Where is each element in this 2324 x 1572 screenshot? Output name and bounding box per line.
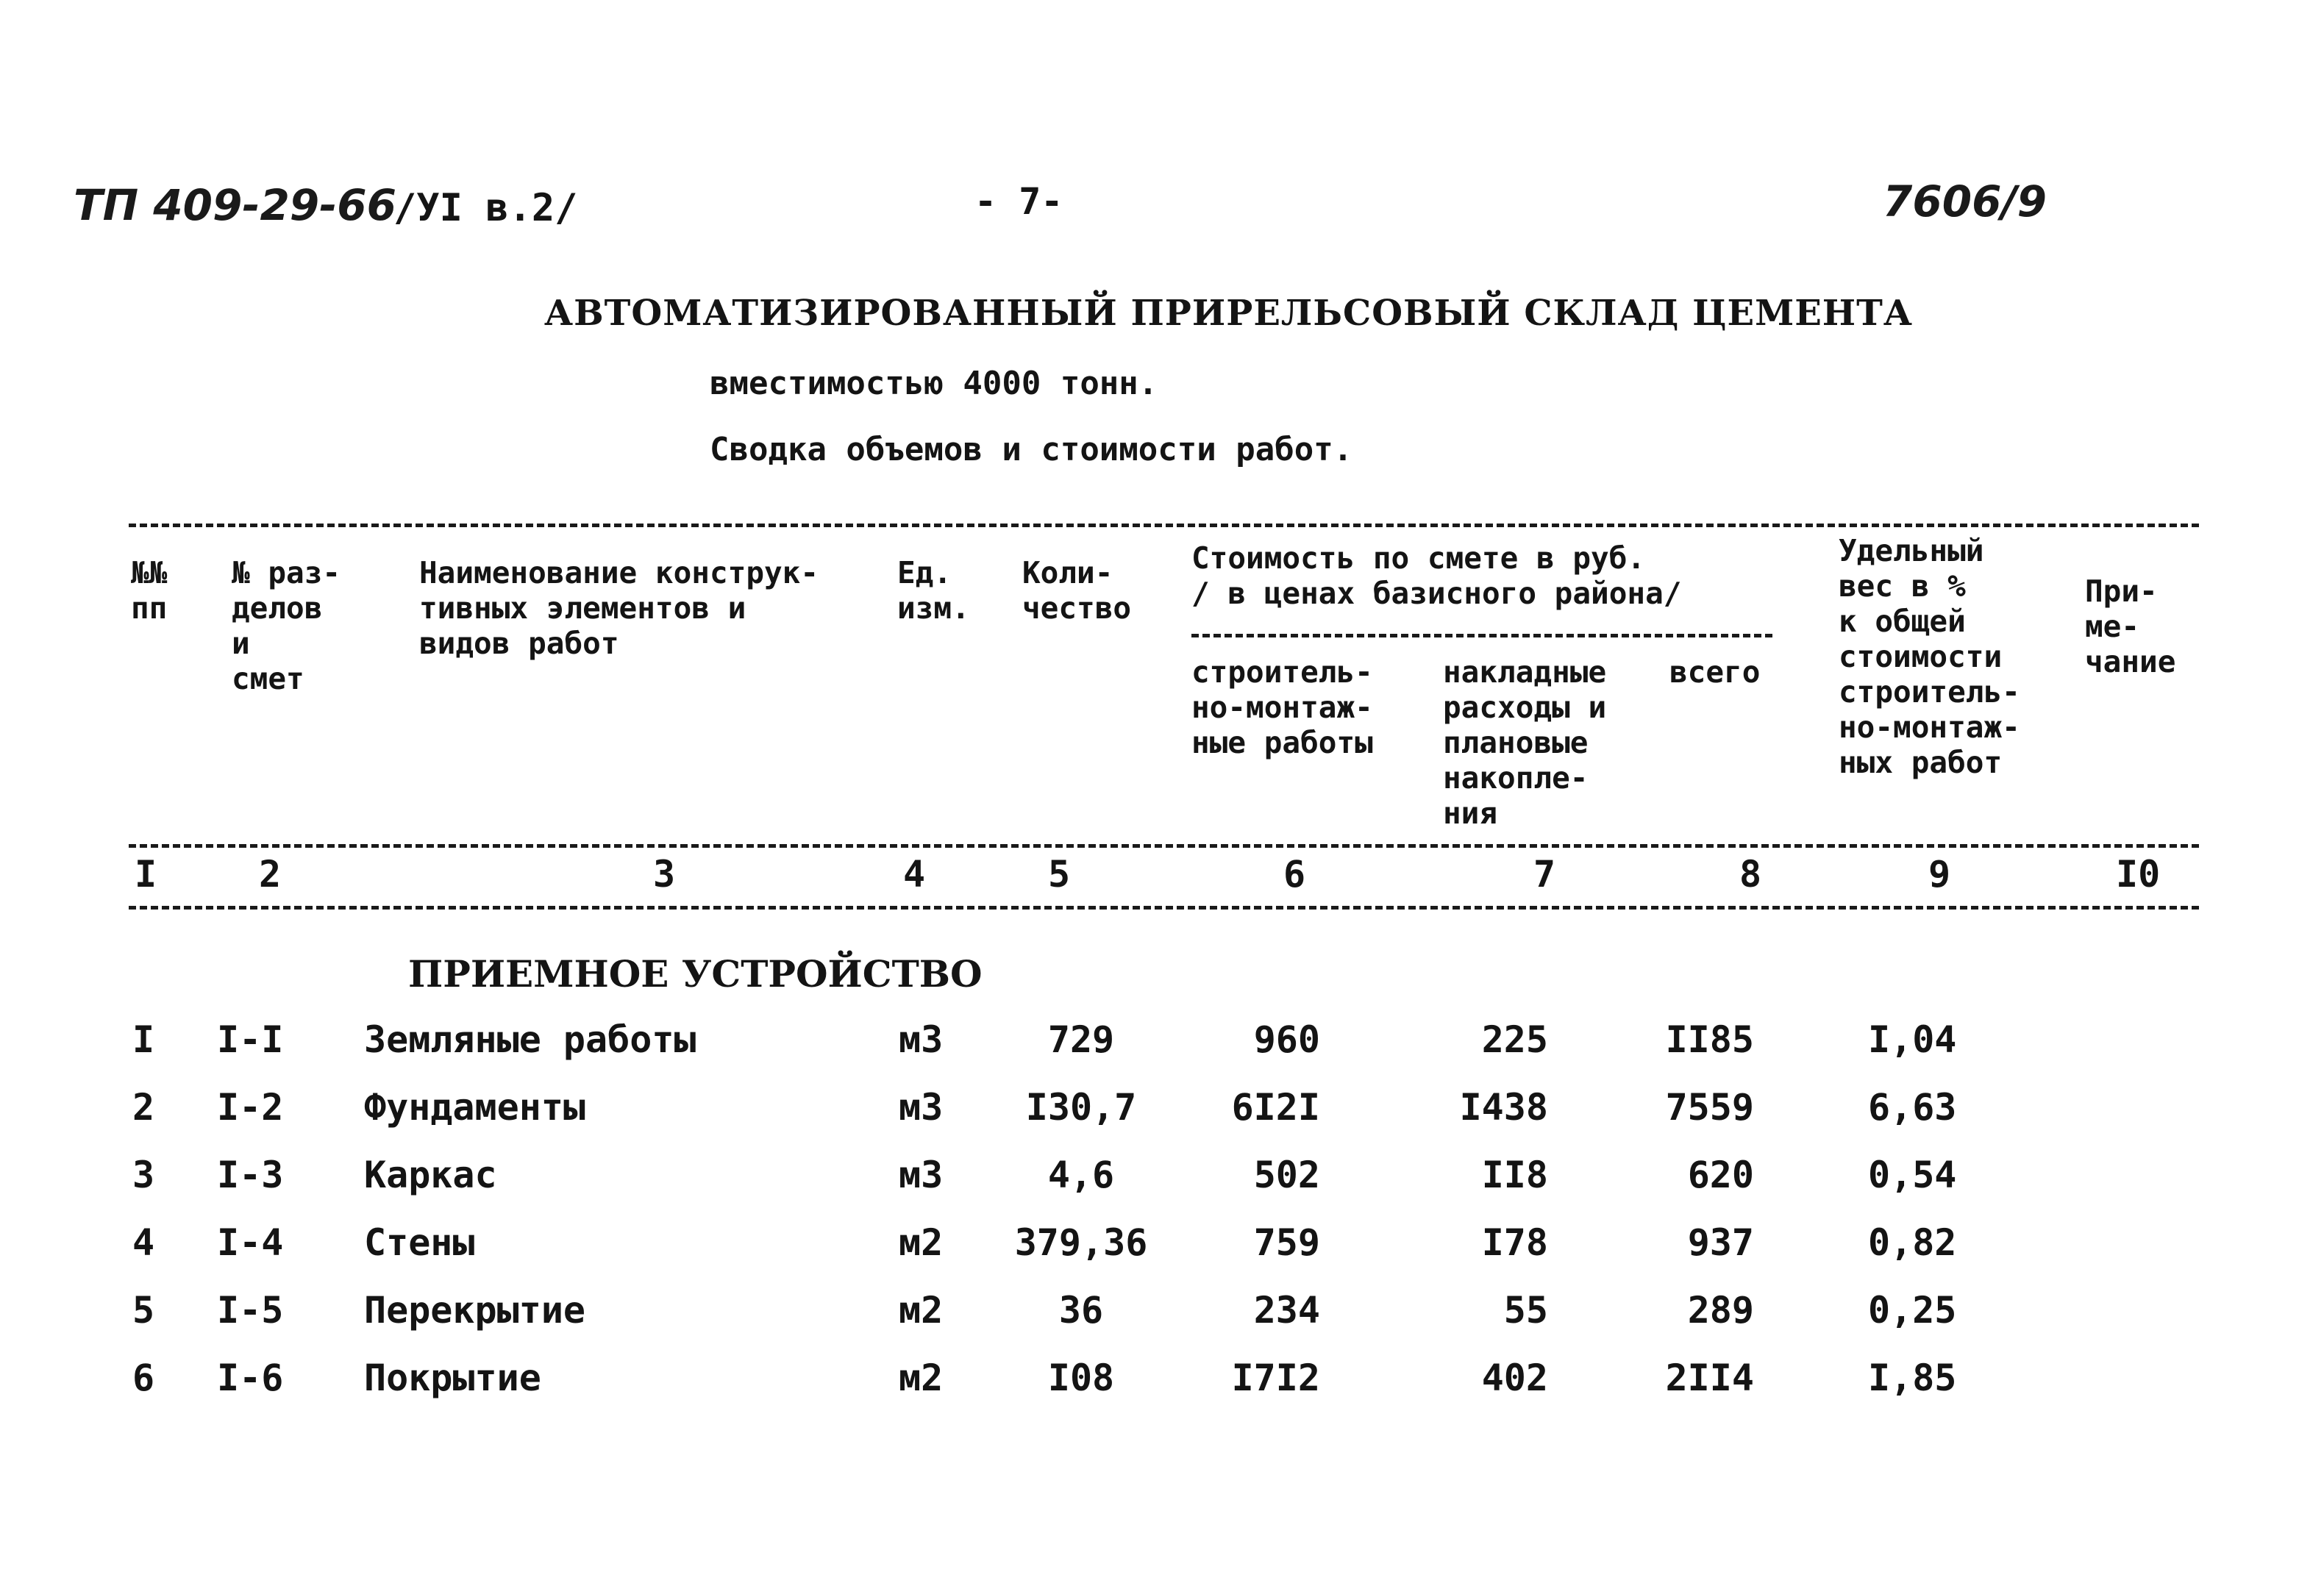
row-number: 5 xyxy=(132,1289,155,1332)
row-section: I-6 xyxy=(217,1357,284,1399)
column-number: I xyxy=(135,853,157,896)
row-share: 6,63 xyxy=(1868,1086,1957,1129)
row-number: 4 xyxy=(132,1221,155,1264)
column-number: 6 xyxy=(1283,853,1306,896)
row-section: I-5 xyxy=(217,1289,284,1332)
document-summary-title: Сводка объемов и стоимости работ. xyxy=(710,431,1353,468)
row-total: II85 xyxy=(1665,1018,1754,1061)
header-col-overhead: накладные расходы и плановые накопле- ния xyxy=(1443,654,1607,831)
row-construction-cost: 960 xyxy=(1253,1018,1320,1061)
row-section: I-I xyxy=(217,1018,284,1061)
row-name: Покрытие xyxy=(364,1357,541,1399)
row-total: 2II4 xyxy=(1665,1357,1754,1399)
row-unit: м3 xyxy=(899,1018,944,1061)
row-total: 937 xyxy=(1687,1221,1754,1264)
row-share: 0,25 xyxy=(1868,1289,1957,1332)
row-unit: м3 xyxy=(899,1086,944,1129)
document-code-handwritten: ТП 409-29-66 xyxy=(74,180,396,230)
column-number: 2 xyxy=(259,853,282,896)
row-section: I-3 xyxy=(217,1154,284,1196)
header-col-name: Наименование конструк- тивных элементов и видов работ xyxy=(419,555,819,661)
row-quantity: 379,36 xyxy=(1014,1221,1148,1264)
row-unit: м2 xyxy=(899,1221,944,1264)
row-share: I,04 xyxy=(1868,1018,1957,1061)
row-overhead: I438 xyxy=(1459,1086,1548,1129)
header-col-construction-cost: строитель- но-монтаж- ные работы xyxy=(1191,654,1373,760)
header-cost-group: Стоимость по смете в руб. / в ценах базисного района/ xyxy=(1191,540,1682,611)
row-number: 2 xyxy=(132,1086,155,1129)
cost-group-rule xyxy=(1191,634,1772,637)
row-total: 7559 xyxy=(1665,1086,1754,1129)
row-quantity: 36 xyxy=(1058,1289,1104,1332)
row-quantity: I08 xyxy=(1047,1357,1115,1399)
header-col-number: №№ пп xyxy=(131,555,168,626)
header-col-section: № раз- делов и смет xyxy=(232,555,341,696)
column-number: 5 xyxy=(1048,853,1071,896)
table-top-rule xyxy=(129,524,2199,527)
row-name: Фундаменты xyxy=(364,1086,586,1129)
row-overhead: 225 xyxy=(1481,1018,1548,1061)
row-construction-cost: 234 xyxy=(1253,1289,1320,1332)
column-numbers-top-rule xyxy=(129,844,2199,848)
row-share: 0,54 xyxy=(1868,1154,1957,1196)
row-construction-cost: 502 xyxy=(1253,1154,1320,1196)
header-col-note: При- ме- чание xyxy=(2085,574,2176,679)
row-section: I-4 xyxy=(217,1221,284,1264)
row-share: 0,82 xyxy=(1868,1221,1957,1264)
row-number: I xyxy=(132,1018,155,1061)
section-title: ПРИЕМНОЕ УСТРОЙСТВО xyxy=(408,952,983,996)
document-title: АВТОМАТИЗИРОВАННЫЙ ПРИРЕЛЬСОВЫЙ СКЛАД ЦЕМЕНТА xyxy=(544,293,1913,334)
row-total: 289 xyxy=(1687,1289,1754,1332)
row-quantity: 4,6 xyxy=(1047,1154,1115,1196)
row-name: Каркас xyxy=(364,1154,497,1196)
page-number: - 7- xyxy=(974,180,1063,223)
row-construction-cost: 759 xyxy=(1253,1221,1320,1264)
row-total: 620 xyxy=(1687,1154,1754,1196)
row-overhead: 402 xyxy=(1481,1357,1548,1399)
column-number: 9 xyxy=(1928,853,1951,896)
column-number: 4 xyxy=(903,853,926,896)
row-name: Земляные работы xyxy=(364,1018,696,1061)
row-overhead: I78 xyxy=(1481,1221,1548,1264)
column-number: 3 xyxy=(653,853,676,896)
header-col-total: всего xyxy=(1669,654,1761,690)
sheet-number-handwritten: 7606/9 xyxy=(1883,176,2047,226)
row-unit: м2 xyxy=(899,1289,944,1332)
row-unit: м3 xyxy=(899,1154,944,1196)
row-overhead: 55 xyxy=(1503,1289,1548,1332)
row-construction-cost: 6I2I xyxy=(1231,1086,1320,1129)
column-number: 8 xyxy=(1739,853,1762,896)
row-name: Стены xyxy=(364,1221,475,1264)
header-col-share: Удельный вес в % к общей стоимости строитель- но-монтаж- ных работ xyxy=(1839,533,2020,780)
row-unit: м2 xyxy=(899,1357,944,1399)
row-section: I-2 xyxy=(217,1086,284,1129)
column-numbers-bottom-rule xyxy=(129,906,2199,910)
header-col-quantity: Коли- чество xyxy=(1022,555,1132,626)
row-number: 6 xyxy=(132,1357,155,1399)
album-number: /УI в.2/ xyxy=(393,186,578,230)
column-number: I0 xyxy=(2116,853,2161,896)
header-col-unit: Ед. изм. xyxy=(897,555,970,626)
row-quantity: 729 xyxy=(1047,1018,1115,1061)
row-construction-cost: I7I2 xyxy=(1231,1357,1320,1399)
document-subtitle: вместимостью 4000 тонн. xyxy=(710,365,1158,402)
row-number: 3 xyxy=(132,1154,155,1196)
column-number: 7 xyxy=(1533,853,1556,896)
row-overhead: II8 xyxy=(1481,1154,1548,1196)
row-name: Перекрытие xyxy=(364,1289,586,1332)
row-share: I,85 xyxy=(1868,1357,1957,1399)
row-quantity: I30,7 xyxy=(1025,1086,1137,1129)
